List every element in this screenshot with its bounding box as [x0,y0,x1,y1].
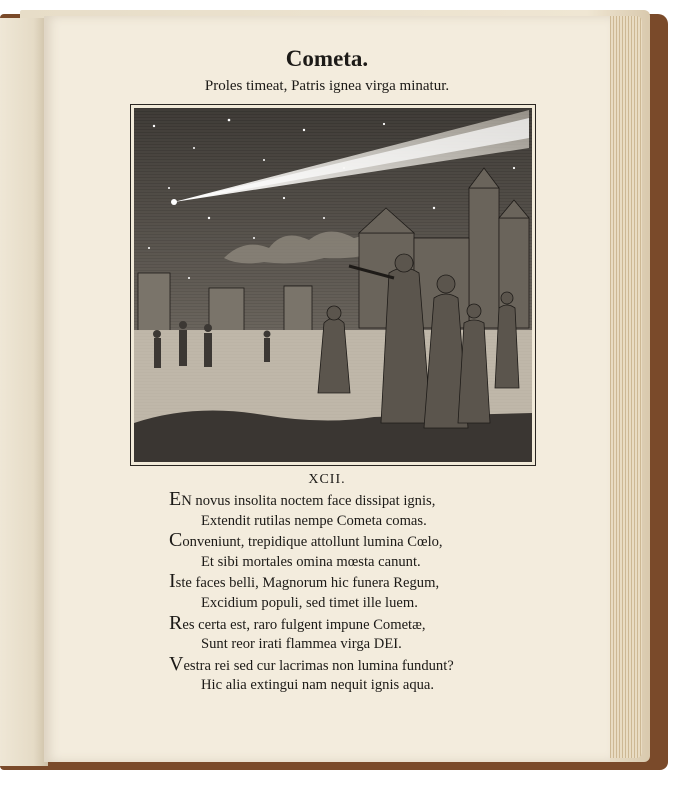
initial: V [169,652,184,675]
page-title: Cometa. [285,46,369,71]
poem-line: Sunt reor irati flammea virga DEI. [201,636,402,653]
poem-line: Excidium populi, sed timet ille luem. [201,594,418,611]
line-text: N novus insolita noctem face dissipat ignis, [181,493,436,509]
poem-line [169,531,549,553]
poem-line [169,611,549,636]
line-text: es certa est, raro fulgent impune Cometæ, [182,616,426,633]
poem [169,490,549,696]
poem-line [169,652,549,677]
initial: C [169,529,183,552]
poem-line [169,490,549,512]
poem-line: Et sibi mortales omina mœsta canunt. [201,553,421,570]
line-text: onveniunt, trepidique attollunt lumina Cœlo, [182,534,443,551]
initial: E [169,488,182,510]
line-text: ste faces belli, Magnorum hic funera Regum, [175,575,440,592]
initial: I [169,570,176,593]
book-page [44,16,610,762]
engraving-comet-illustration [134,108,532,462]
emblem-number: XCII. [308,472,346,487]
motto: Proles timeat, Patris ignea virga minatur. [204,78,450,94]
poem-line [169,572,549,594]
left-page [0,18,48,766]
line-text: estra rei sed cur lacrimas non lumina fundunt? [183,657,454,674]
initial: R [169,611,183,634]
poem-line: Extendit rutilas nempe Cometa comas. [201,512,427,529]
poem-line: Hic alia extingui nam nequit ignis aqua. [201,677,435,694]
engraving-plate [130,104,536,466]
